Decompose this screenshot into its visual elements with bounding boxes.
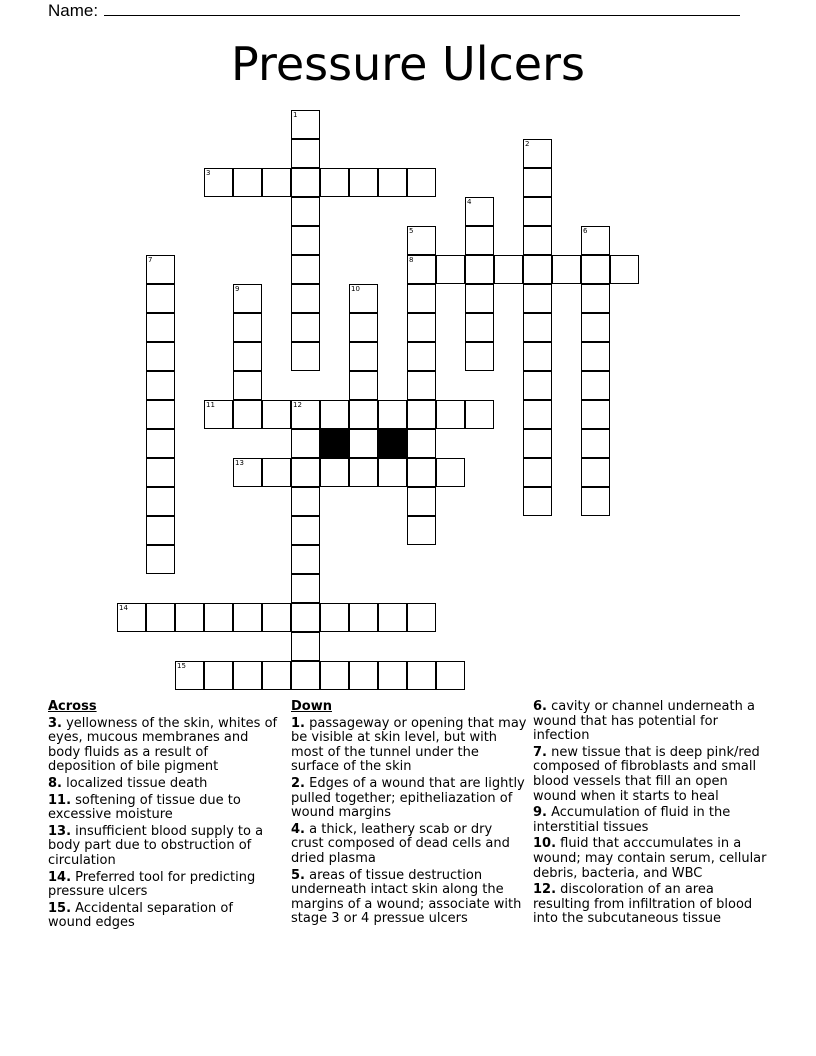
cell-number: 10: [351, 285, 360, 293]
black-cell: [320, 429, 349, 458]
clue-text: Edges of a wound that are lightly pulled together; epitheliazation of wound margins: [291, 775, 525, 821]
clue-number: 10.: [533, 836, 557, 852]
cell-number: 7: [148, 256, 153, 264]
crossword-cell[interactable]: [407, 371, 436, 400]
crossword-cell[interactable]: [581, 313, 610, 342]
crossword-cell[interactable]: [233, 168, 262, 197]
crossword-cell[interactable]: [523, 400, 552, 429]
crossword-cell[interactable]: [117, 603, 146, 632]
clue-item: [291, 777, 527, 821]
crossword-cell[interactable]: [146, 371, 175, 400]
clue-item: [48, 717, 278, 775]
crossword-cell[interactable]: [146, 545, 175, 574]
crossword-cell[interactable]: [436, 255, 465, 284]
crossword-cell[interactable]: [291, 516, 320, 545]
clue-number: 8.: [48, 775, 62, 791]
crossword-cell[interactable]: [407, 226, 436, 255]
crossword-cell[interactable]: [262, 661, 291, 690]
crossword-cell[interactable]: [291, 313, 320, 342]
cell-number: 9: [235, 285, 240, 293]
crossword-cell[interactable]: [349, 458, 378, 487]
crossword-cell[interactable]: [436, 661, 465, 690]
crossword-cell[interactable]: [523, 197, 552, 226]
crossword-cell[interactable]: [349, 313, 378, 342]
crossword-cell[interactable]: [465, 255, 494, 284]
crossword-cell[interactable]: [407, 168, 436, 197]
crossword-cell[interactable]: [233, 313, 262, 342]
crossword-cell[interactable]: [494, 255, 523, 284]
clue-item: [533, 883, 773, 927]
clue-item: [291, 869, 527, 927]
crossword-cell[interactable]: [349, 342, 378, 371]
crossword-cell[interactable]: [581, 429, 610, 458]
down-heading: Down: [291, 699, 332, 714]
crossword-cell[interactable]: [262, 458, 291, 487]
crossword-cell[interactable]: [320, 603, 349, 632]
crossword-cell[interactable]: [378, 661, 407, 690]
crossword-cell[interactable]: [291, 429, 320, 458]
crossword-cell[interactable]: [523, 168, 552, 197]
cell-number: 1: [293, 111, 298, 119]
crossword-cell[interactable]: [291, 342, 320, 371]
crossword-cell[interactable]: [146, 516, 175, 545]
crossword-cell[interactable]: [523, 313, 552, 342]
crossword-cell[interactable]: [523, 371, 552, 400]
crossword-cell[interactable]: [291, 168, 320, 197]
crossword-cell[interactable]: [465, 313, 494, 342]
crossword-cell[interactable]: [436, 400, 465, 429]
crossword-cell[interactable]: [581, 284, 610, 313]
clue-number: 2.: [291, 775, 305, 791]
clue-number: 11.: [48, 792, 72, 808]
crossword-cell[interactable]: [349, 284, 378, 313]
crossword-cell[interactable]: [552, 255, 581, 284]
crossword-cell[interactable]: [233, 458, 262, 487]
crossword-cell[interactable]: [320, 400, 349, 429]
crossword-cell[interactable]: [581, 458, 610, 487]
black-cell: [378, 429, 407, 458]
crossword-cell[interactable]: [465, 226, 494, 255]
down-clues-continued: [533, 700, 773, 929]
cell-number: 2: [525, 140, 530, 148]
crossword-cell[interactable]: [610, 255, 639, 284]
clue-text: yellowness of the skin, whites of eyes, mucous membranes and body fluids as a result of deposition of bile pigment: [48, 715, 278, 775]
clue-item: [291, 823, 527, 867]
crossword-cell[interactable]: [291, 110, 320, 139]
cell-number: 11: [206, 401, 215, 409]
crossword-cell[interactable]: [146, 284, 175, 313]
cell-number: 13: [235, 459, 244, 467]
crossword-cell[interactable]: [349, 429, 378, 458]
crossword-cell[interactable]: [291, 139, 320, 168]
clue-number: 4.: [291, 821, 305, 837]
crossword-cell[interactable]: [146, 603, 175, 632]
clue-number: 9.: [533, 805, 547, 821]
clue-number: 15.: [48, 900, 72, 916]
crossword-cell[interactable]: [407, 342, 436, 371]
crossword-cell[interactable]: [262, 400, 291, 429]
crossword-cell[interactable]: [233, 284, 262, 313]
crossword-cell[interactable]: [465, 197, 494, 226]
crossword-cell[interactable]: [291, 400, 320, 429]
clue-number: 5.: [291, 867, 305, 883]
crossword-cell[interactable]: [581, 400, 610, 429]
crossword-cell[interactable]: [291, 661, 320, 690]
crossword-cell[interactable]: [465, 400, 494, 429]
crossword-cell[interactable]: [378, 458, 407, 487]
page-title: Pressure Ulcers: [231, 37, 585, 91]
clue-text: Accidental separation of wound edges: [48, 900, 233, 931]
crossword-cell[interactable]: [349, 661, 378, 690]
crossword-cell[interactable]: [378, 168, 407, 197]
crossword-cell[interactable]: [233, 661, 262, 690]
clue-text: cavity or channel underneath a wound that has potential for infection: [533, 699, 755, 744]
crossword-cell[interactable]: [146, 313, 175, 342]
crossword-cell[interactable]: [349, 168, 378, 197]
clue-number: 13.: [48, 823, 72, 839]
crossword-cell[interactable]: [407, 516, 436, 545]
crossword-cell[interactable]: [407, 487, 436, 516]
crossword-cell[interactable]: [204, 400, 233, 429]
name-label: Name:: [48, 1, 99, 20]
clue-item: [533, 746, 773, 804]
clue-number: 6.: [533, 699, 547, 714]
crossword-cell[interactable]: [581, 371, 610, 400]
crossword-cell[interactable]: [436, 458, 465, 487]
clue-text: localized tissue death: [61, 775, 208, 791]
crossword-cell[interactable]: [378, 400, 407, 429]
crossword-cell[interactable]: [146, 255, 175, 284]
clue-item: [48, 871, 278, 900]
clue-item: [291, 717, 527, 775]
crossword-cell[interactable]: [204, 168, 233, 197]
clue-text: areas of tissue destruction underneath intact skin along the margins of a wound; associate with stage 3 or 4 pressue ulcers: [291, 867, 522, 927]
clue-item: [533, 837, 773, 881]
crossword-cell[interactable]: [320, 661, 349, 690]
crossword-cell[interactable]: [407, 284, 436, 313]
clue-item: [48, 794, 278, 823]
crossword-cell[interactable]: [407, 400, 436, 429]
crossword-cell[interactable]: [175, 603, 204, 632]
crossword-cell[interactable]: [523, 226, 552, 255]
crossword-cell[interactable]: [349, 371, 378, 400]
crossword-cell[interactable]: [407, 313, 436, 342]
clue-item: [48, 825, 278, 869]
crossword-cell[interactable]: [291, 226, 320, 255]
crossword-cell[interactable]: [146, 458, 175, 487]
crossword-cell[interactable]: [291, 487, 320, 516]
clue-number: 3.: [48, 715, 62, 731]
crossword-cell[interactable]: [465, 284, 494, 313]
clue-number: 1.: [291, 715, 305, 731]
crossword-cell[interactable]: [291, 255, 320, 284]
down-clues: [291, 700, 527, 929]
crossword-cell[interactable]: [378, 603, 407, 632]
clue-item: [48, 902, 278, 931]
cell-number: 8: [409, 256, 414, 264]
crossword-cell[interactable]: [581, 342, 610, 371]
crossword-cell[interactable]: [204, 661, 233, 690]
clue-text: fluid that acccumulates in a wound; may contain serum, cellular debris, bacteria, and WBC: [533, 836, 767, 881]
crossword-cell[interactable]: [349, 400, 378, 429]
crossword-cell[interactable]: [233, 400, 262, 429]
clue-text: Accumulation of fluid in the interstitial tissues: [533, 805, 731, 835]
crossword-cell[interactable]: [523, 284, 552, 313]
crossword-cell[interactable]: [407, 458, 436, 487]
crossword-cell[interactable]: [581, 226, 610, 255]
crossword-cell[interactable]: [523, 342, 552, 371]
crossword-cell[interactable]: [291, 458, 320, 487]
clue-text: softening of tissue due to excessive moisture: [48, 792, 241, 823]
crossword-cell[interactable]: [233, 342, 262, 371]
crossword-cell[interactable]: [291, 197, 320, 226]
crossword-cell[interactable]: [291, 284, 320, 313]
clue-text: discoloration of an area resulting from infiltration of blood into the subcutaneous tissue: [533, 882, 753, 927]
crossword-cell[interactable]: [175, 661, 204, 690]
across-heading: Across: [48, 699, 97, 714]
clue-text: insufficient blood supply to a body part due to obstruction of circulation: [48, 823, 264, 868]
crossword-cell[interactable]: [465, 342, 494, 371]
clue-text: Preferred tool for predicting pressure ulcers: [48, 869, 256, 900]
clue-text: a thick, leathery scab or dry crust composed of dead cells and dried plasma: [291, 821, 510, 866]
crossword-cell[interactable]: [407, 429, 436, 458]
clue-item: [533, 806, 773, 835]
crossword-cell[interactable]: [291, 545, 320, 574]
crossword-cell[interactable]: [349, 603, 378, 632]
clue-number: 14.: [48, 869, 72, 885]
clue-text: passageway or opening that may be visible at skin level, but with most of the tunnel under the surface of the skin: [291, 715, 527, 775]
crossword-cell[interactable]: [320, 168, 349, 197]
cell-number: 14: [119, 604, 128, 612]
crossword-cell[interactable]: [523, 139, 552, 168]
crossword-cell[interactable]: [407, 661, 436, 690]
cell-number: 5: [409, 227, 414, 235]
crossword-cell[interactable]: [146, 400, 175, 429]
crossword-cell[interactable]: [146, 342, 175, 371]
crossword-cell[interactable]: [320, 458, 349, 487]
crossword-cell[interactable]: [523, 487, 552, 516]
crossword-cell[interactable]: [291, 574, 320, 603]
clue-item: [48, 777, 278, 792]
cell-number: 4: [467, 198, 472, 206]
crossword-cell[interactable]: [233, 371, 262, 400]
crossword-cell[interactable]: [407, 603, 436, 632]
crossword-cell[interactable]: [262, 603, 291, 632]
crossword-cell[interactable]: [523, 458, 552, 487]
cell-number: 6: [583, 227, 588, 235]
crossword-cell[interactable]: [233, 603, 262, 632]
crossword-cell[interactable]: [581, 255, 610, 284]
crossword-cell[interactable]: [291, 632, 320, 661]
crossword-cell[interactable]: [291, 603, 320, 632]
crossword-cell[interactable]: [581, 487, 610, 516]
cell-number: 3: [206, 169, 211, 177]
clue-number: 7.: [533, 744, 547, 760]
crossword-cell[interactable]: [523, 255, 552, 284]
clue-number: 12.: [533, 882, 557, 898]
clue-item: [533, 700, 773, 744]
crossword-cell[interactable]: [523, 429, 552, 458]
across-clues: [48, 700, 278, 933]
crossword-cell[interactable]: [146, 487, 175, 516]
cell-number: 12: [293, 401, 302, 409]
crossword-cell[interactable]: [262, 168, 291, 197]
crossword-cell[interactable]: [204, 603, 233, 632]
cell-number: 15: [177, 662, 186, 670]
clue-text: new tissue that is deep pink/red composed of fibroblasts and small blood vessels that fill an open wound when it starts to heal: [533, 744, 760, 804]
crossword-cell[interactable]: [146, 429, 175, 458]
crossword-cell[interactable]: [407, 255, 436, 284]
